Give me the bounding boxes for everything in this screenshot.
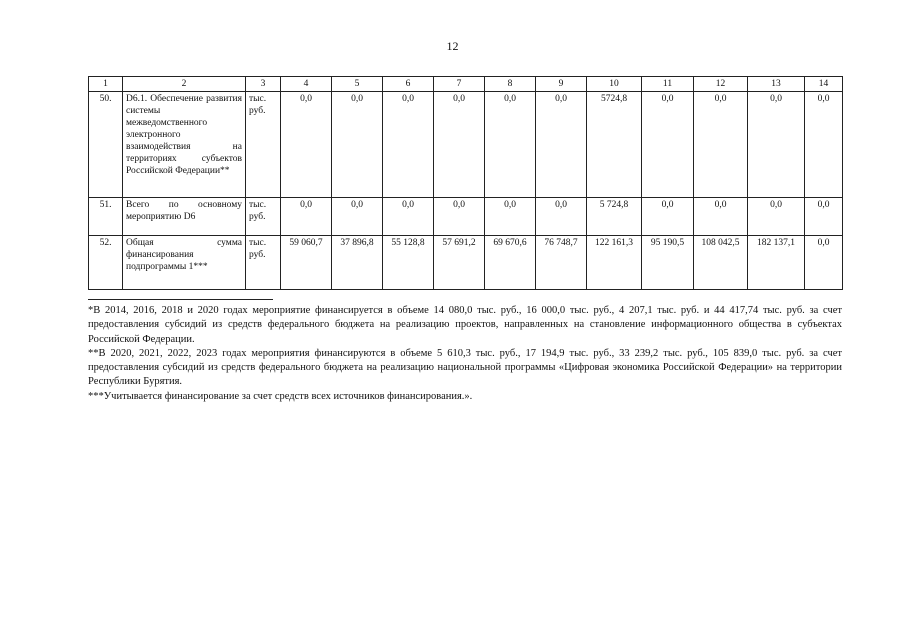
column-header: 3 xyxy=(246,77,281,92)
column-header: 11 xyxy=(642,77,694,92)
value-cell: 0,0 xyxy=(383,198,434,236)
value-cell: 37 896,8 xyxy=(332,236,383,290)
value-cell: 0,0 xyxy=(383,92,434,198)
table-row xyxy=(89,236,843,290)
column-header: 9 xyxy=(536,77,587,92)
value-cell: 0,0 xyxy=(434,92,485,198)
table-row xyxy=(89,92,843,198)
column-header: 7 xyxy=(434,77,485,92)
row-unit: тыс. руб. xyxy=(246,198,281,236)
footnote-3: ***Учитывается финансирование за счет средств всех источников финансирования.». xyxy=(88,390,473,402)
financing-table xyxy=(88,76,843,290)
value-cell: 5 724,8 xyxy=(587,198,642,236)
row-number: 50. xyxy=(89,92,123,198)
value-cell: 0,0 xyxy=(805,198,843,236)
value-cell: 0,0 xyxy=(694,198,748,236)
column-header: 13 xyxy=(748,77,805,92)
footnotes xyxy=(88,304,842,404)
value-cell: 0,0 xyxy=(642,92,694,198)
column-header: 5 xyxy=(332,77,383,92)
value-cell: 0,0 xyxy=(805,236,843,290)
row-name: Всего по основному мероприятию D6 xyxy=(123,198,246,236)
value-cell: 57 691,2 xyxy=(434,236,485,290)
value-cell: 5724,8 xyxy=(587,92,642,198)
row-unit: тыс. руб. xyxy=(246,236,281,290)
column-header: 10 xyxy=(587,77,642,92)
column-header: 4 xyxy=(281,77,332,92)
value-cell: 59 060,7 xyxy=(281,236,332,290)
footnote-divider xyxy=(88,299,273,300)
footnote-1: *В 2014, 2016, 2018 и 2020 годах мероприятие финансируется в объеме 14 080,0 тыс. руб., 16 000,0 тыс. руб., 4 207,1 тыс. руб. и 44 417,74 тыс. руб. за счет предоставления субсидий из средств федерального бюджета на реализацию проектов, направленных на становление информационного общества в субъектах Российской Федерации. xyxy=(88,305,842,345)
column-header: 14 xyxy=(805,77,843,92)
value-cell: 0,0 xyxy=(485,198,536,236)
row-name: Общая сумма финансирования подпрограммы 1*** xyxy=(123,236,246,290)
value-cell: 0,0 xyxy=(642,198,694,236)
value-cell: 0,0 xyxy=(332,198,383,236)
table-header-row xyxy=(89,77,843,92)
value-cell: 69 670,6 xyxy=(485,236,536,290)
value-cell: 0,0 xyxy=(536,198,587,236)
value-cell: 0,0 xyxy=(694,92,748,198)
value-cell: 0,0 xyxy=(332,92,383,198)
value-cell: 122 161,3 xyxy=(587,236,642,290)
row-name: D6.1. Обеспечение развития системы межведомственного электронного взаимодействия на территориях субъектов Российской Федерации** xyxy=(123,92,246,198)
row-number: 51. xyxy=(89,198,123,236)
value-cell: 182 137,1 xyxy=(748,236,805,290)
table-row xyxy=(89,198,843,236)
value-cell: 0,0 xyxy=(536,92,587,198)
column-header: 8 xyxy=(485,77,536,92)
value-cell: 0,0 xyxy=(485,92,536,198)
value-cell: 76 748,7 xyxy=(536,236,587,290)
value-cell: 0,0 xyxy=(748,198,805,236)
value-cell: 0,0 xyxy=(805,92,843,198)
value-cell: 0,0 xyxy=(281,198,332,236)
value-cell: 0,0 xyxy=(281,92,332,198)
value-cell: 55 128,8 xyxy=(383,236,434,290)
column-header: 2 xyxy=(123,77,246,92)
value-cell: 0,0 xyxy=(748,92,805,198)
row-number: 52. xyxy=(89,236,123,290)
column-header: 6 xyxy=(383,77,434,92)
row-unit: тыс. руб. xyxy=(246,92,281,198)
column-header: 12 xyxy=(694,77,748,92)
value-cell: 108 042,5 xyxy=(694,236,748,290)
column-header: 1 xyxy=(89,77,123,92)
value-cell: 0,0 xyxy=(434,198,485,236)
page-number: 12 xyxy=(446,39,459,53)
footnote-2: **В 2020, 2021, 2022, 2023 годах мероприятия финансируются в объеме 5 610,3 тыс. руб., 17 194,9 тыс. руб., 33 239,2 тыс. руб., 105 839,0 тыс. руб. за счет предоставления субсидий из средств федерального бюджета на реализацию национальной программы «Цифровая экономика Российской Федерации» на территории Республики Бурятия. xyxy=(88,347,842,388)
value-cell: 95 190,5 xyxy=(642,236,694,290)
